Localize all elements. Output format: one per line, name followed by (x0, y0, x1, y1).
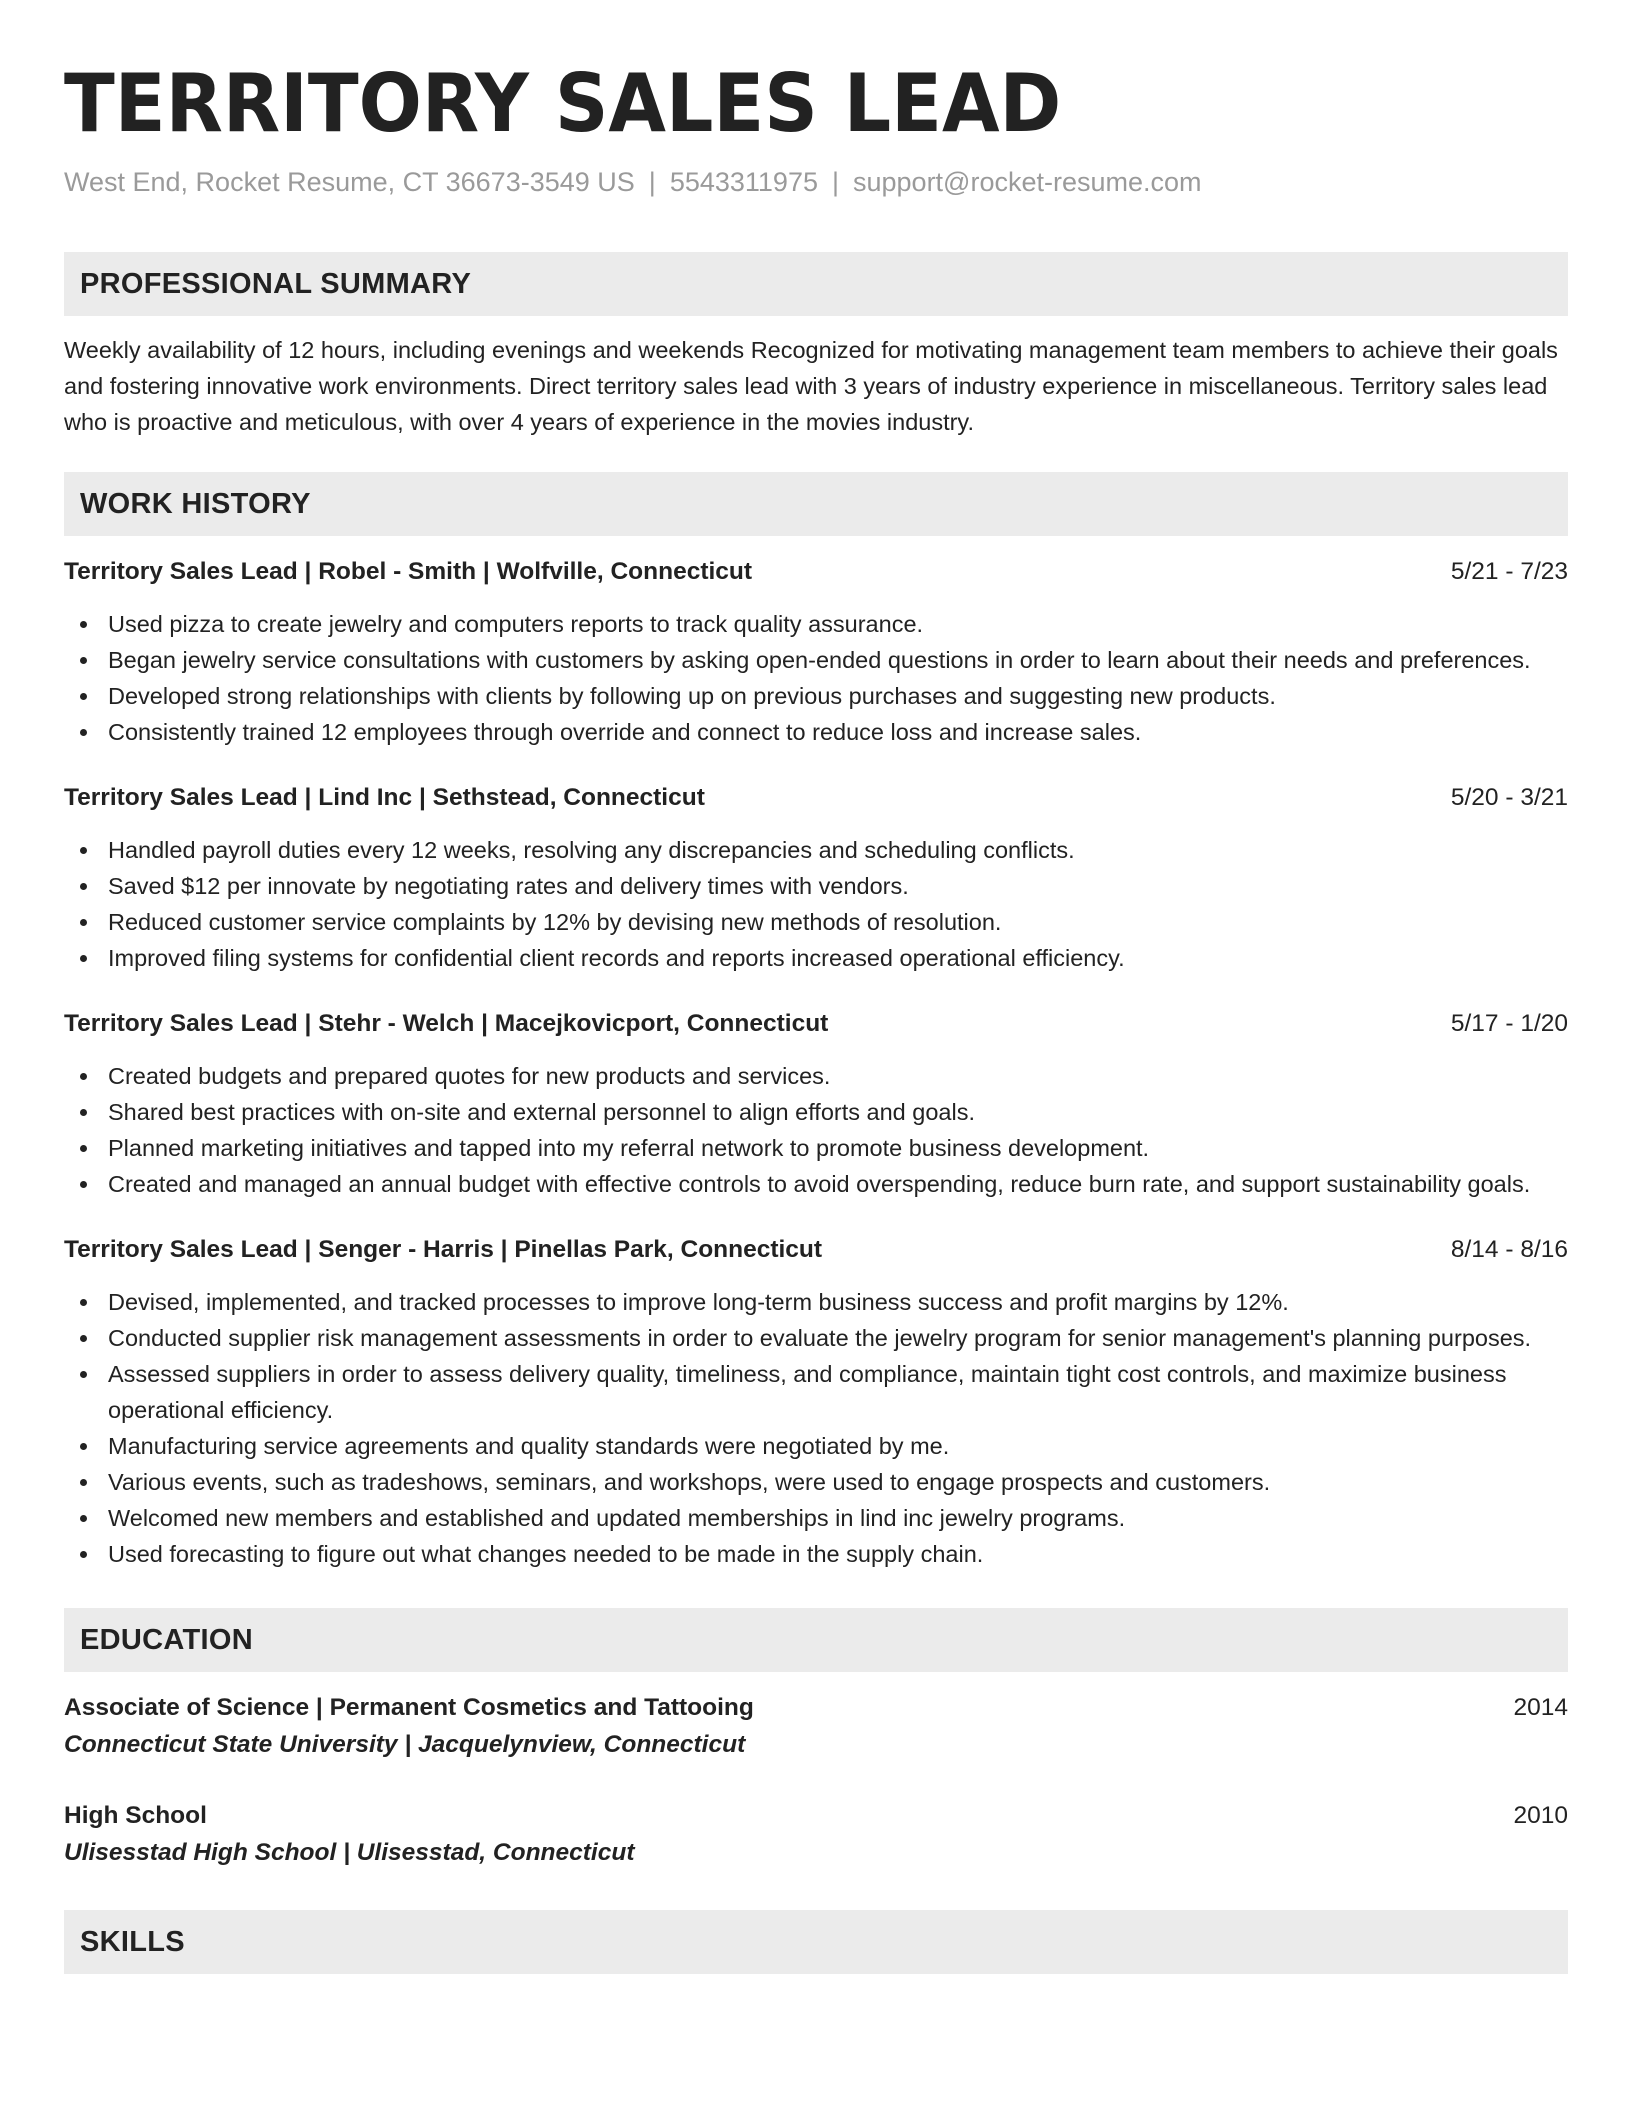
bullet-dot (80, 1181, 87, 1188)
education-year: 2010 (1513, 1802, 1568, 1829)
job-dates: 5/17 - 1/20 (1450, 1010, 1568, 1037)
education-year: 2014 (1513, 1694, 1568, 1721)
section-header-skills: SKILLS (64, 1910, 1568, 1974)
bullet-dot (80, 955, 87, 962)
bullet-dot (80, 1335, 87, 1342)
bullet-item (64, 1320, 1568, 1356)
bullet-text: Manufacturing service agreements and quality standards were negotiated by me. (108, 1433, 950, 1459)
bullet-dot (80, 1551, 87, 1558)
bullet-text: Assessed suppliers in order to assess delivery quality, timeliness, and compliance, maintain tight cost controls, and maximize business operational efficiency. (108, 1361, 1507, 1423)
education-entry (64, 1690, 1568, 1764)
bullet-item (64, 1536, 1568, 1572)
bullet-dot (80, 1443, 87, 1450)
bullet-dot (80, 1109, 87, 1116)
job-entry (64, 1232, 1568, 1572)
education-entry (64, 1798, 1568, 1872)
job-header (64, 554, 1568, 590)
job-dates: 5/20 - 3/21 (1450, 784, 1568, 811)
job-entry (64, 780, 1568, 976)
bullet-text: Used forecasting to figure out what changes needed to be made in the supply chain. (108, 1541, 984, 1567)
bullet-item (64, 678, 1568, 714)
bullet-text: Improved filing systems for confidential client records and reports increased operational efficiency. (108, 945, 1125, 971)
job-title: Territory Sales Lead | Robel - Smith | Wolfville, Connecticut (64, 558, 753, 585)
bullet-item (64, 1058, 1568, 1094)
bullet-item (64, 642, 1568, 678)
bullet-dot (80, 1515, 87, 1522)
bullet-text: Began jewelry service consultations with customers by asking open-ended questions in order to learn about their needs and preferences. (108, 647, 1531, 673)
job-bullets (64, 606, 1568, 750)
bullet-dot (80, 621, 87, 628)
bullet-text: Created and managed an annual budget with effective controls to avoid overspending, reduce burn rate, and support sustainability goals. (108, 1171, 1531, 1197)
bullet-item (64, 1464, 1568, 1500)
job-header (64, 1006, 1568, 1042)
bullet-text: Created budgets and prepared quotes for new products and services. (108, 1063, 831, 1089)
section-header-work-history: WORK HISTORY (64, 472, 1568, 536)
education-header (64, 1798, 1568, 1834)
job-header (64, 1232, 1568, 1268)
bullet-item (64, 714, 1568, 750)
bullet-item (64, 606, 1568, 642)
bullet-dot (80, 1479, 87, 1486)
bullet-item (64, 1500, 1568, 1536)
bullet-dot (80, 883, 87, 890)
bullet-dot (80, 693, 87, 700)
bullet-text: Developed strong relationships with clients by following up on previous purchases and suggesting new products. (108, 683, 1276, 709)
bullet-text: Reduced customer service complaints by 12% by devising new methods of resolution. (108, 909, 1002, 935)
bullet-item (64, 1284, 1568, 1320)
bullet-dot (80, 1371, 87, 1378)
contact-address: West End, Rocket Resume, CT 36673-3549 US (64, 167, 635, 197)
summary-text: Weekly availability of 12 hours, including evenings and weekends Recognized for motivating management team members to achieve their goals and fostering innovative work environments. Direct territory sales lead with 3 years of industry experience in miscellaneous. Territory sales lead who is proactive and meticulous, with over 4 years of experience in the movies industry. (64, 337, 1558, 435)
bullet-item (64, 1428, 1568, 1464)
job-dates: 8/14 - 8/16 (1450, 1236, 1568, 1263)
section-header-summary: PROFESSIONAL SUMMARY (64, 252, 1568, 316)
contact-separator: | (831, 167, 839, 197)
job-bullets (64, 1284, 1568, 1572)
education-degree: High School (64, 1802, 207, 1829)
bullet-text: Planned marketing initiatives and tapped into my referral network to promote business development. (108, 1135, 1150, 1161)
bullet-item (64, 1356, 1568, 1428)
contact-phone: 5543311975 (669, 167, 818, 197)
bullet-item (64, 904, 1568, 940)
bullet-dot (80, 919, 87, 926)
bullet-dot (80, 1299, 87, 1306)
contact-line (64, 164, 1568, 200)
bullet-text: Consistently trained 12 employees through override and connect to reduce loss and increase sales. (108, 719, 1142, 745)
bullet-text: Various events, such as tradeshows, seminars, and workshops, were used to engage prospects and customers. (108, 1469, 1271, 1495)
bullet-text: Welcomed new members and established and updated memberships in lind inc jewelry programs. (108, 1505, 1126, 1531)
job-dates: 5/21 - 7/23 (1450, 558, 1568, 585)
bullet-text: Shared best practices with on-site and external personnel to align efforts and goals. (108, 1099, 975, 1125)
job-bullets (64, 832, 1568, 976)
resume-name: TERRITORY SALES LEAD (64, 57, 1062, 150)
education-school: Connecticut State University | Jacquelynview, Connecticut (64, 1731, 746, 1758)
bullet-dot (80, 1073, 87, 1080)
bullet-text: Devised, implemented, and tracked processes to improve long-term business success and profit margins by 12%. (108, 1289, 1289, 1315)
contact-separator: | (648, 167, 656, 197)
education-degree: Associate of Science | Permanent Cosmetics and Tattooing (64, 1694, 754, 1721)
job-title: Territory Sales Lead | Stehr - Welch | Macejkovicport, Connecticut (64, 1010, 829, 1037)
job-title: Territory Sales Lead | Lind Inc | Sethstead, Connecticut (64, 784, 705, 811)
bullet-text: Conducted supplier risk management assessments in order to evaluate the jewelry program for senior management's planning purposes. (108, 1325, 1532, 1351)
bullet-item (64, 940, 1568, 976)
section-header-education: EDUCATION (64, 1608, 1568, 1672)
bullet-item (64, 832, 1568, 868)
education-header (64, 1690, 1568, 1726)
job-title: Territory Sales Lead | Senger - Harris | Pinellas Park, Connecticut (64, 1236, 823, 1263)
bullet-dot (80, 1145, 87, 1152)
bullet-dot (80, 729, 87, 736)
bullet-item (64, 1094, 1568, 1130)
bullet-dot (80, 847, 87, 854)
job-entry (64, 554, 1568, 750)
job-header (64, 780, 1568, 816)
bullet-text: Handled payroll duties every 12 weeks, resolving any discrepancies and scheduling conflicts. (108, 837, 1075, 863)
education-school: Ulisesstad High School | Ulisesstad, Connecticut (64, 1839, 635, 1866)
contact-email: support@rocket-resume.com (853, 167, 1202, 197)
bullet-item (64, 1130, 1568, 1166)
bullet-dot (80, 657, 87, 664)
bullet-text: Saved $12 per innovate by negotiating rates and delivery times with vendors. (108, 873, 909, 899)
bullet-item (64, 1166, 1568, 1202)
job-entry (64, 1006, 1568, 1202)
bullet-text: Used pizza to create jewelry and computers reports to track quality assurance. (108, 611, 924, 637)
job-bullets (64, 1058, 1568, 1202)
bullet-item (64, 868, 1568, 904)
